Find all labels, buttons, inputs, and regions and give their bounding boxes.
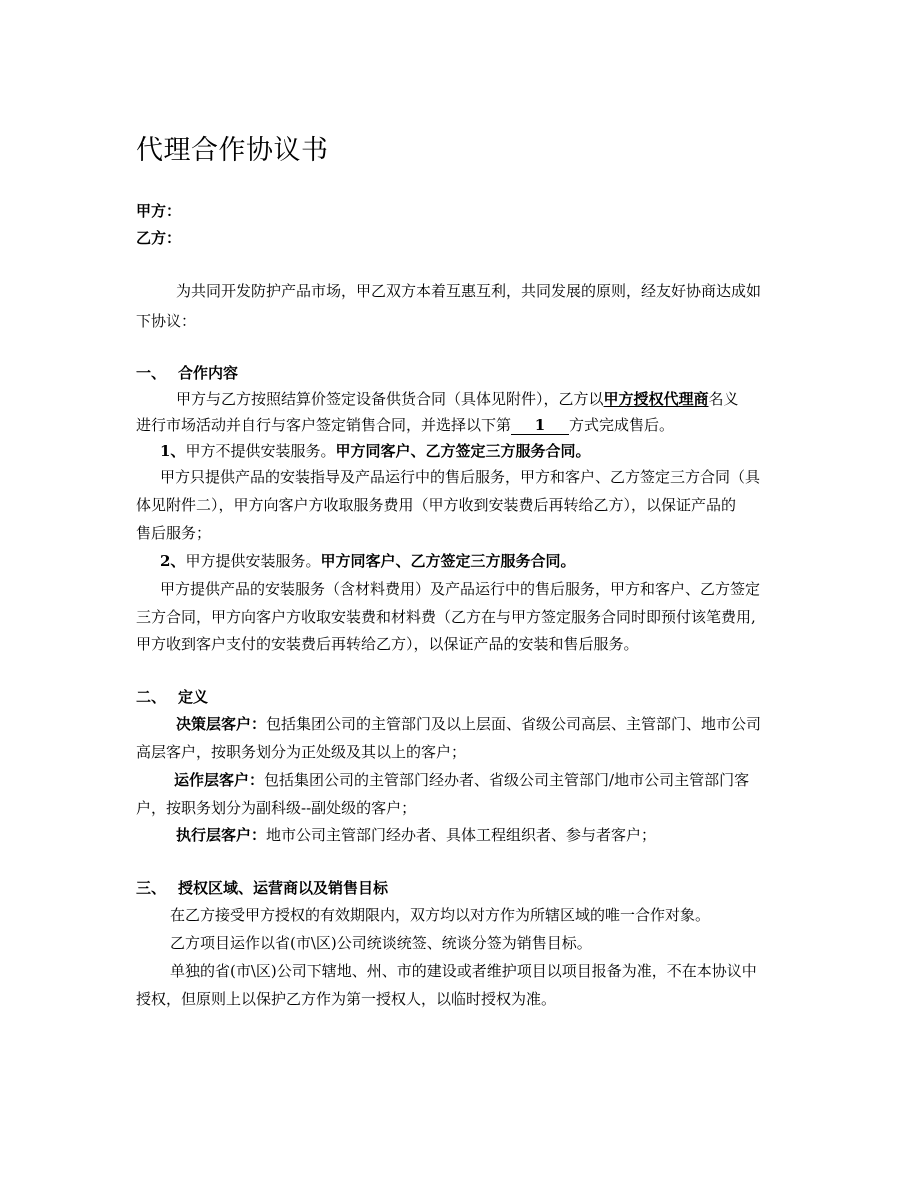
item-1-text: 甲方不提供安装服务。	[185, 442, 336, 460]
section-3-paragraph-3-cont: 授权，但原则上以保护乙方作为第一授权人，以临时授权为准。	[136, 990, 557, 1008]
definition-term: 决策层客户：	[176, 715, 267, 733]
section-2-title: 定义	[178, 688, 209, 706]
section-1-paragraph-1	[136, 388, 836, 410]
definition-term: 执行层客户：	[176, 826, 267, 844]
section-1-paragraph-2	[136, 414, 796, 436]
definition-execution-layer	[136, 824, 836, 846]
document-title: 代理合作协议书	[136, 135, 329, 166]
method-number-blank: 1	[511, 417, 569, 435]
item-1-line-2: 体见附件二），甲方向客户方收取服务费用（甲方收到安装费后再转给乙方），以保证产品的	[136, 496, 737, 514]
definition-decision-layer	[136, 713, 836, 735]
section-1-text: 甲方与乙方按照结算价签定设备供货合同（具体见附件），乙方以	[176, 390, 604, 408]
item-1-heading	[136, 440, 820, 462]
item-1-bold-text: 甲方同客户、乙方签定三方服务合同。	[335, 442, 591, 460]
party-a-label: 甲方：	[136, 202, 182, 220]
section-3-paragraph-2: 乙方项目运作以省(市\区)公司统谈统签、统谈分签为销售目标。	[170, 934, 592, 952]
definition-text: 包括集团公司的主管部门及以上层面、省级公司高层、主管部门、地市公司	[266, 715, 762, 733]
definition-decision-layer-cont: 高层客户，按职务划分为正处级及其以上的客户；	[136, 743, 467, 761]
section-1-heading	[136, 362, 796, 384]
section-3-number: 三、	[136, 879, 167, 897]
definition-term: 运作层客户：	[174, 771, 265, 789]
section-3-heading	[136, 877, 796, 899]
definition-operation-layer-cont: 户，按职务划分为副科级--副处级的客户；	[136, 799, 417, 817]
item-2-text: 甲方提供安装服务。	[185, 552, 321, 570]
definition-text: 包括集团公司的主管部门经办者、省级公司主管部门/地市公司主管部门客	[264, 771, 750, 789]
item-1-line-1: 甲方只提供产品的安装指导及产品运行中的售后服务，甲方和客户、乙方签定三方合同（具	[160, 468, 761, 486]
section-3-paragraph-1: 在乙方接受甲方授权的有效期限内，双方均以对方作为所辖区域的唯一合作对象。	[170, 906, 711, 924]
definition-text: 地市公司主管部门经办者、具体工程组织者、参与者客户；	[266, 826, 657, 844]
section-1-text: 方式完成售后。	[569, 416, 675, 434]
section-1-text: 名义	[708, 390, 739, 408]
item-2-number: 2、	[160, 552, 186, 570]
preamble-line-1: 为共同开发防护产品市场，甲乙双方本着互惠互利，共同发展的原则，经友好协商达成如	[176, 282, 762, 300]
section-1-text: 进行市场活动并自行与客户签定销售合同，并选择以下第	[136, 416, 512, 434]
section-2-number: 二、	[136, 688, 167, 706]
item-1-line-3: 售后服务；	[136, 524, 212, 542]
item-2-line-2: 三方合同，甲方向客户方收取安装费和材料费（乙方在与甲方签定服务合同时即预付该笔费用,	[136, 608, 756, 626]
section-3-paragraph-3: 单独的省(市\区)公司下辖地、州、市的建设或者维护项目以项目报备为准，不在本协议中	[170, 962, 757, 980]
definition-operation-layer	[136, 769, 834, 791]
preamble-line-2: 下协议：	[136, 312, 197, 330]
section-2-heading	[136, 686, 796, 708]
authorized-agent-term: 甲方授权代理商	[603, 390, 709, 408]
item-2-line-3: 甲方收到客户支付的安装费后再转给乙方），以保证产品的安装和售后服务。	[136, 635, 639, 653]
item-2-heading	[136, 550, 820, 572]
item-2-line-1: 甲方提供产品的安装服务（含材料费用）及产品运行中的售后服务，甲方和客户、乙方签定	[160, 580, 761, 598]
item-2-bold-text: 甲方同客户、乙方签定三方服务合同。	[320, 552, 576, 570]
item-1-number: 1、	[160, 442, 186, 460]
section-1-title: 合作内容	[178, 364, 239, 382]
section-3-title: 授权区域、运营商以及销售目标	[178, 879, 389, 897]
section-1-number: 一、	[136, 364, 167, 382]
party-b-label: 乙方：	[136, 229, 182, 247]
